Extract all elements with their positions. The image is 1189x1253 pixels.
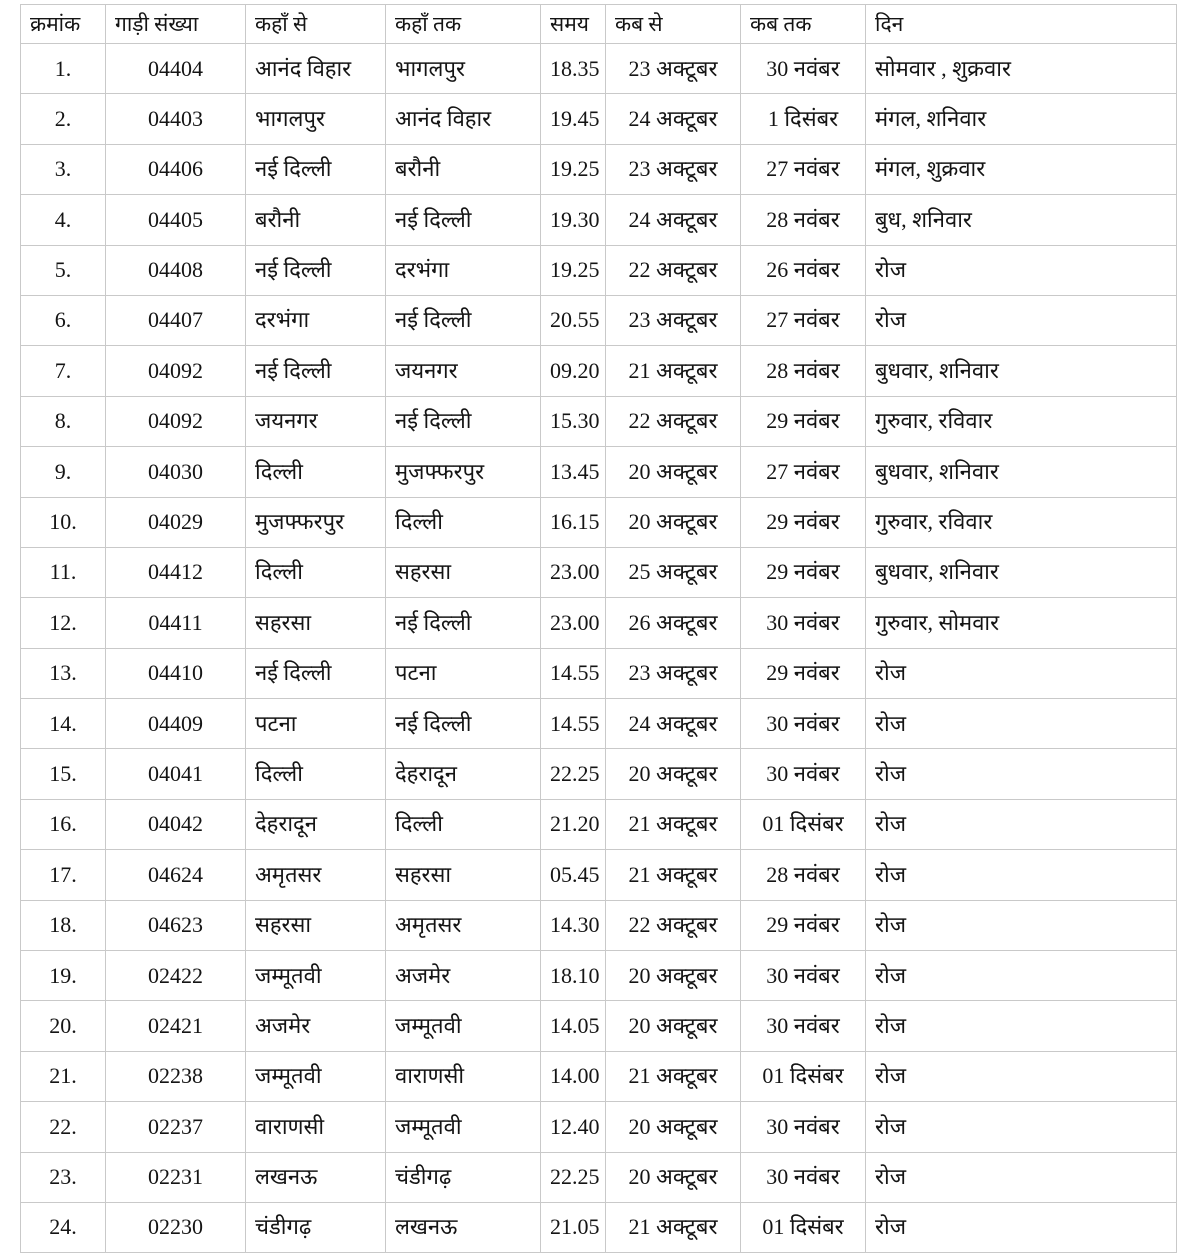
cell-serial-number: 22. bbox=[21, 1102, 106, 1152]
cell-train-number: 04041 bbox=[106, 749, 246, 799]
cell-destination: जम्मूतवी bbox=[386, 1001, 541, 1051]
cell-time: 21.05 bbox=[541, 1202, 606, 1252]
table-row bbox=[21, 245, 1177, 295]
cell-time: 14.55 bbox=[541, 699, 606, 749]
cell-train-number: 02238 bbox=[106, 1051, 246, 1101]
table-row bbox=[21, 1152, 1177, 1202]
cell-destination: बरौनी bbox=[386, 144, 541, 194]
cell-origin: अजमेर bbox=[246, 1001, 386, 1051]
cell-days: रोज bbox=[866, 951, 1177, 1001]
column-header-origin: कहाँ से bbox=[246, 5, 386, 44]
cell-end-date: 27 नवंबर bbox=[741, 447, 866, 497]
cell-serial-number: 10. bbox=[21, 497, 106, 547]
cell-origin: दिल्ली bbox=[246, 749, 386, 799]
cell-serial-number: 4. bbox=[21, 195, 106, 245]
cell-origin: दरभंगा bbox=[246, 295, 386, 345]
table-row bbox=[21, 346, 1177, 396]
cell-serial-number: 13. bbox=[21, 648, 106, 698]
cell-days: रोज bbox=[866, 245, 1177, 295]
cell-time: 14.55 bbox=[541, 648, 606, 698]
cell-end-date: 30 नवंबर bbox=[741, 699, 866, 749]
cell-serial-number: 19. bbox=[21, 951, 106, 1001]
cell-train-number: 04092 bbox=[106, 346, 246, 396]
table-row bbox=[21, 951, 1177, 1001]
cell-time: 20.55 bbox=[541, 295, 606, 345]
table-row bbox=[21, 447, 1177, 497]
cell-days: रोज bbox=[866, 900, 1177, 950]
cell-end-date: 01 दिसंबर bbox=[741, 1202, 866, 1252]
cell-days: सोमवार , शुक्रवार bbox=[866, 44, 1177, 94]
table-row bbox=[21, 699, 1177, 749]
cell-time: 14.05 bbox=[541, 1001, 606, 1051]
cell-serial-number: 11. bbox=[21, 547, 106, 597]
cell-time: 19.25 bbox=[541, 245, 606, 295]
table-header bbox=[21, 5, 1177, 44]
table-row bbox=[21, 850, 1177, 900]
cell-end-date: 26 नवंबर bbox=[741, 245, 866, 295]
cell-destination: अमृतसर bbox=[386, 900, 541, 950]
table-row bbox=[21, 1001, 1177, 1051]
cell-end-date: 30 नवंबर bbox=[741, 951, 866, 1001]
cell-serial-number: 3. bbox=[21, 144, 106, 194]
column-header-destination: कहाँ तक bbox=[386, 5, 541, 44]
cell-train-number: 04623 bbox=[106, 900, 246, 950]
cell-destination: नई दिल्ली bbox=[386, 195, 541, 245]
cell-days: गुरुवार, सोमवार bbox=[866, 598, 1177, 648]
cell-time: 22.25 bbox=[541, 749, 606, 799]
cell-days: गुरुवार, रविवार bbox=[866, 396, 1177, 446]
cell-time: 18.10 bbox=[541, 951, 606, 1001]
cell-days: रोज bbox=[866, 1001, 1177, 1051]
table-row bbox=[21, 1051, 1177, 1101]
cell-train-number: 02230 bbox=[106, 1202, 246, 1252]
cell-train-number: 04042 bbox=[106, 799, 246, 849]
cell-destination: दिल्ली bbox=[386, 497, 541, 547]
table-row bbox=[21, 547, 1177, 597]
table-header-row bbox=[21, 5, 1177, 44]
cell-origin: लखनऊ bbox=[246, 1152, 386, 1202]
cell-end-date: 29 नवंबर bbox=[741, 900, 866, 950]
cell-serial-number: 8. bbox=[21, 396, 106, 446]
cell-time: 15.30 bbox=[541, 396, 606, 446]
cell-days: रोज bbox=[866, 1152, 1177, 1202]
cell-time: 21.20 bbox=[541, 799, 606, 849]
cell-train-number: 04410 bbox=[106, 648, 246, 698]
cell-end-date: 29 नवंबर bbox=[741, 648, 866, 698]
cell-train-number: 04030 bbox=[106, 447, 246, 497]
table-row bbox=[21, 799, 1177, 849]
cell-start-date: 25 अक्टूबर bbox=[606, 547, 741, 597]
cell-time: 23.00 bbox=[541, 547, 606, 597]
cell-train-number: 04404 bbox=[106, 44, 246, 94]
cell-start-date: 20 अक्टूबर bbox=[606, 1001, 741, 1051]
cell-end-date: 30 नवंबर bbox=[741, 1001, 866, 1051]
cell-end-date: 30 नवंबर bbox=[741, 749, 866, 799]
cell-days: रोज bbox=[866, 648, 1177, 698]
cell-train-number: 02231 bbox=[106, 1152, 246, 1202]
cell-start-date: 20 अक्टूबर bbox=[606, 951, 741, 1001]
cell-serial-number: 17. bbox=[21, 850, 106, 900]
cell-days: रोज bbox=[866, 749, 1177, 799]
cell-end-date: 29 नवंबर bbox=[741, 396, 866, 446]
cell-serial-number: 23. bbox=[21, 1152, 106, 1202]
cell-serial-number: 7. bbox=[21, 346, 106, 396]
cell-time: 14.00 bbox=[541, 1051, 606, 1101]
cell-origin: वाराणसी bbox=[246, 1102, 386, 1152]
cell-destination: नई दिल्ली bbox=[386, 396, 541, 446]
cell-destination: मुजफ्फरपुर bbox=[386, 447, 541, 497]
cell-time: 22.25 bbox=[541, 1152, 606, 1202]
cell-time: 19.30 bbox=[541, 195, 606, 245]
cell-destination: भागलपुर bbox=[386, 44, 541, 94]
cell-origin: सहरसा bbox=[246, 900, 386, 950]
cell-serial-number: 20. bbox=[21, 1001, 106, 1051]
cell-end-date: 28 नवंबर bbox=[741, 850, 866, 900]
cell-end-date: 30 नवंबर bbox=[741, 1152, 866, 1202]
cell-destination: सहरसा bbox=[386, 547, 541, 597]
cell-origin: नई दिल्ली bbox=[246, 648, 386, 698]
cell-destination: जम्मूतवी bbox=[386, 1102, 541, 1152]
table-row bbox=[21, 749, 1177, 799]
table-row bbox=[21, 648, 1177, 698]
cell-days: रोज bbox=[866, 295, 1177, 345]
cell-origin: चंडीगढ़ bbox=[246, 1202, 386, 1252]
cell-days: बुधवार, शनिवार bbox=[866, 346, 1177, 396]
table-row bbox=[21, 144, 1177, 194]
cell-train-number: 04407 bbox=[106, 295, 246, 345]
cell-time: 16.15 bbox=[541, 497, 606, 547]
table-body bbox=[21, 44, 1177, 1253]
cell-train-number: 04406 bbox=[106, 144, 246, 194]
cell-time: 13.45 bbox=[541, 447, 606, 497]
cell-serial-number: 2. bbox=[21, 94, 106, 144]
table-row bbox=[21, 1202, 1177, 1252]
cell-start-date: 20 अक्टूबर bbox=[606, 1152, 741, 1202]
cell-train-number: 04409 bbox=[106, 699, 246, 749]
cell-time: 18.35 bbox=[541, 44, 606, 94]
cell-start-date: 21 अक्टूबर bbox=[606, 1051, 741, 1101]
cell-train-number: 04412 bbox=[106, 547, 246, 597]
cell-train-number: 02421 bbox=[106, 1001, 246, 1051]
cell-start-date: 20 अक्टूबर bbox=[606, 749, 741, 799]
cell-start-date: 21 अक्टूबर bbox=[606, 799, 741, 849]
cell-origin: नई दिल्ली bbox=[246, 346, 386, 396]
cell-time: 23.00 bbox=[541, 598, 606, 648]
cell-train-number: 04624 bbox=[106, 850, 246, 900]
table-row bbox=[21, 295, 1177, 345]
cell-start-date: 20 अक्टूबर bbox=[606, 497, 741, 547]
cell-origin: आनंद विहार bbox=[246, 44, 386, 94]
cell-origin: दिल्ली bbox=[246, 447, 386, 497]
cell-origin: अमृतसर bbox=[246, 850, 386, 900]
cell-end-date: 30 नवंबर bbox=[741, 44, 866, 94]
cell-time: 14.30 bbox=[541, 900, 606, 950]
cell-start-date: 22 अक्टूबर bbox=[606, 396, 741, 446]
cell-destination: नई दिल्ली bbox=[386, 295, 541, 345]
cell-start-date: 26 अक्टूबर bbox=[606, 598, 741, 648]
cell-destination: दरभंगा bbox=[386, 245, 541, 295]
cell-end-date: 28 नवंबर bbox=[741, 346, 866, 396]
cell-end-date: 29 नवंबर bbox=[741, 547, 866, 597]
cell-origin: जयनगर bbox=[246, 396, 386, 446]
cell-start-date: 23 अक्टूबर bbox=[606, 648, 741, 698]
cell-destination: लखनऊ bbox=[386, 1202, 541, 1252]
cell-destination: वाराणसी bbox=[386, 1051, 541, 1101]
cell-destination: नई दिल्ली bbox=[386, 699, 541, 749]
cell-end-date: 30 नवंबर bbox=[741, 1102, 866, 1152]
cell-serial-number: 15. bbox=[21, 749, 106, 799]
cell-serial-number: 14. bbox=[21, 699, 106, 749]
cell-destination: देहरादून bbox=[386, 749, 541, 799]
cell-train-number: 04029 bbox=[106, 497, 246, 547]
cell-train-number: 04408 bbox=[106, 245, 246, 295]
column-header-time: समय bbox=[541, 5, 606, 44]
cell-days: रोज bbox=[866, 1051, 1177, 1101]
table-row bbox=[21, 497, 1177, 547]
train-schedule-table-container bbox=[20, 4, 1176, 1253]
cell-train-number: 04411 bbox=[106, 598, 246, 648]
cell-origin: सहरसा bbox=[246, 598, 386, 648]
cell-origin: पटना bbox=[246, 699, 386, 749]
cell-start-date: 22 अक्टूबर bbox=[606, 245, 741, 295]
cell-start-date: 23 अक्टूबर bbox=[606, 144, 741, 194]
cell-destination: आनंद विहार bbox=[386, 94, 541, 144]
cell-start-date: 21 अक्टूबर bbox=[606, 850, 741, 900]
cell-serial-number: 16. bbox=[21, 799, 106, 849]
cell-origin: नई दिल्ली bbox=[246, 144, 386, 194]
train-schedule-table bbox=[20, 4, 1177, 1253]
cell-destination: पटना bbox=[386, 648, 541, 698]
cell-serial-number: 5. bbox=[21, 245, 106, 295]
cell-train-number: 04092 bbox=[106, 396, 246, 446]
cell-origin: देहरादून bbox=[246, 799, 386, 849]
cell-end-date: 01 दिसंबर bbox=[741, 799, 866, 849]
column-header-start-date: कब से bbox=[606, 5, 741, 44]
column-header-serial-number: क्रमांक bbox=[21, 5, 106, 44]
cell-time: 05.45 bbox=[541, 850, 606, 900]
cell-train-number: 04405 bbox=[106, 195, 246, 245]
cell-days: मंगल, शुक्रवार bbox=[866, 144, 1177, 194]
cell-start-date: 23 अक्टूबर bbox=[606, 44, 741, 94]
table-row bbox=[21, 598, 1177, 648]
cell-origin: दिल्ली bbox=[246, 547, 386, 597]
cell-train-number: 04403 bbox=[106, 94, 246, 144]
cell-start-date: 21 अक्टूबर bbox=[606, 346, 741, 396]
cell-start-date: 24 अक्टूबर bbox=[606, 699, 741, 749]
cell-time: 19.25 bbox=[541, 144, 606, 194]
cell-time: 09.20 bbox=[541, 346, 606, 396]
cell-serial-number: 18. bbox=[21, 900, 106, 950]
cell-origin: बरौनी bbox=[246, 195, 386, 245]
cell-serial-number: 24. bbox=[21, 1202, 106, 1252]
cell-serial-number: 12. bbox=[21, 598, 106, 648]
cell-end-date: 29 नवंबर bbox=[741, 497, 866, 547]
cell-destination: अजमेर bbox=[386, 951, 541, 1001]
cell-end-date: 30 नवंबर bbox=[741, 598, 866, 648]
cell-days: बुध, शनिवार bbox=[866, 195, 1177, 245]
table-row bbox=[21, 900, 1177, 950]
cell-time: 12.40 bbox=[541, 1102, 606, 1152]
cell-train-number: 02422 bbox=[106, 951, 246, 1001]
cell-days: रोज bbox=[866, 799, 1177, 849]
column-header-end-date: कब तक bbox=[741, 5, 866, 44]
cell-start-date: 21 अक्टूबर bbox=[606, 1202, 741, 1252]
cell-end-date: 1 दिसंबर bbox=[741, 94, 866, 144]
cell-days: रोज bbox=[866, 699, 1177, 749]
cell-days: रोज bbox=[866, 1202, 1177, 1252]
cell-serial-number: 1. bbox=[21, 44, 106, 94]
cell-start-date: 23 अक्टूबर bbox=[606, 295, 741, 345]
column-header-days: दिन bbox=[866, 5, 1177, 44]
cell-serial-number: 9. bbox=[21, 447, 106, 497]
cell-origin: नई दिल्ली bbox=[246, 245, 386, 295]
cell-destination: जयनगर bbox=[386, 346, 541, 396]
cell-train-number: 02237 bbox=[106, 1102, 246, 1152]
cell-start-date: 22 अक्टूबर bbox=[606, 900, 741, 950]
cell-origin: जम्मूतवी bbox=[246, 1051, 386, 1101]
cell-start-date: 20 अक्टूबर bbox=[606, 447, 741, 497]
table-row bbox=[21, 1102, 1177, 1152]
cell-days: मंगल, शनिवार bbox=[866, 94, 1177, 144]
table-row bbox=[21, 44, 1177, 94]
cell-serial-number: 6. bbox=[21, 295, 106, 345]
cell-end-date: 28 नवंबर bbox=[741, 195, 866, 245]
cell-days: गुरुवार, रविवार bbox=[866, 497, 1177, 547]
cell-days: बुधवार, शनिवार bbox=[866, 547, 1177, 597]
column-header-train-number: गाड़ी संख्या bbox=[106, 5, 246, 44]
cell-destination: सहरसा bbox=[386, 850, 541, 900]
cell-days: बुधवार, शनिवार bbox=[866, 447, 1177, 497]
cell-end-date: 27 नवंबर bbox=[741, 295, 866, 345]
cell-end-date: 27 नवंबर bbox=[741, 144, 866, 194]
table-row bbox=[21, 396, 1177, 446]
cell-destination: नई दिल्ली bbox=[386, 598, 541, 648]
cell-days: रोज bbox=[866, 1102, 1177, 1152]
cell-end-date: 01 दिसंबर bbox=[741, 1051, 866, 1101]
table-row bbox=[21, 94, 1177, 144]
cell-origin: जम्मूतवी bbox=[246, 951, 386, 1001]
cell-serial-number: 21. bbox=[21, 1051, 106, 1101]
cell-destination: दिल्ली bbox=[386, 799, 541, 849]
cell-origin: मुजफ्फरपुर bbox=[246, 497, 386, 547]
cell-start-date: 20 अक्टूबर bbox=[606, 1102, 741, 1152]
cell-time: 19.45 bbox=[541, 94, 606, 144]
cell-start-date: 24 अक्टूबर bbox=[606, 94, 741, 144]
cell-days: रोज bbox=[866, 850, 1177, 900]
cell-origin: भागलपुर bbox=[246, 94, 386, 144]
cell-start-date: 24 अक्टूबर bbox=[606, 195, 741, 245]
table-row bbox=[21, 195, 1177, 245]
cell-destination: चंडीगढ़ bbox=[386, 1152, 541, 1202]
